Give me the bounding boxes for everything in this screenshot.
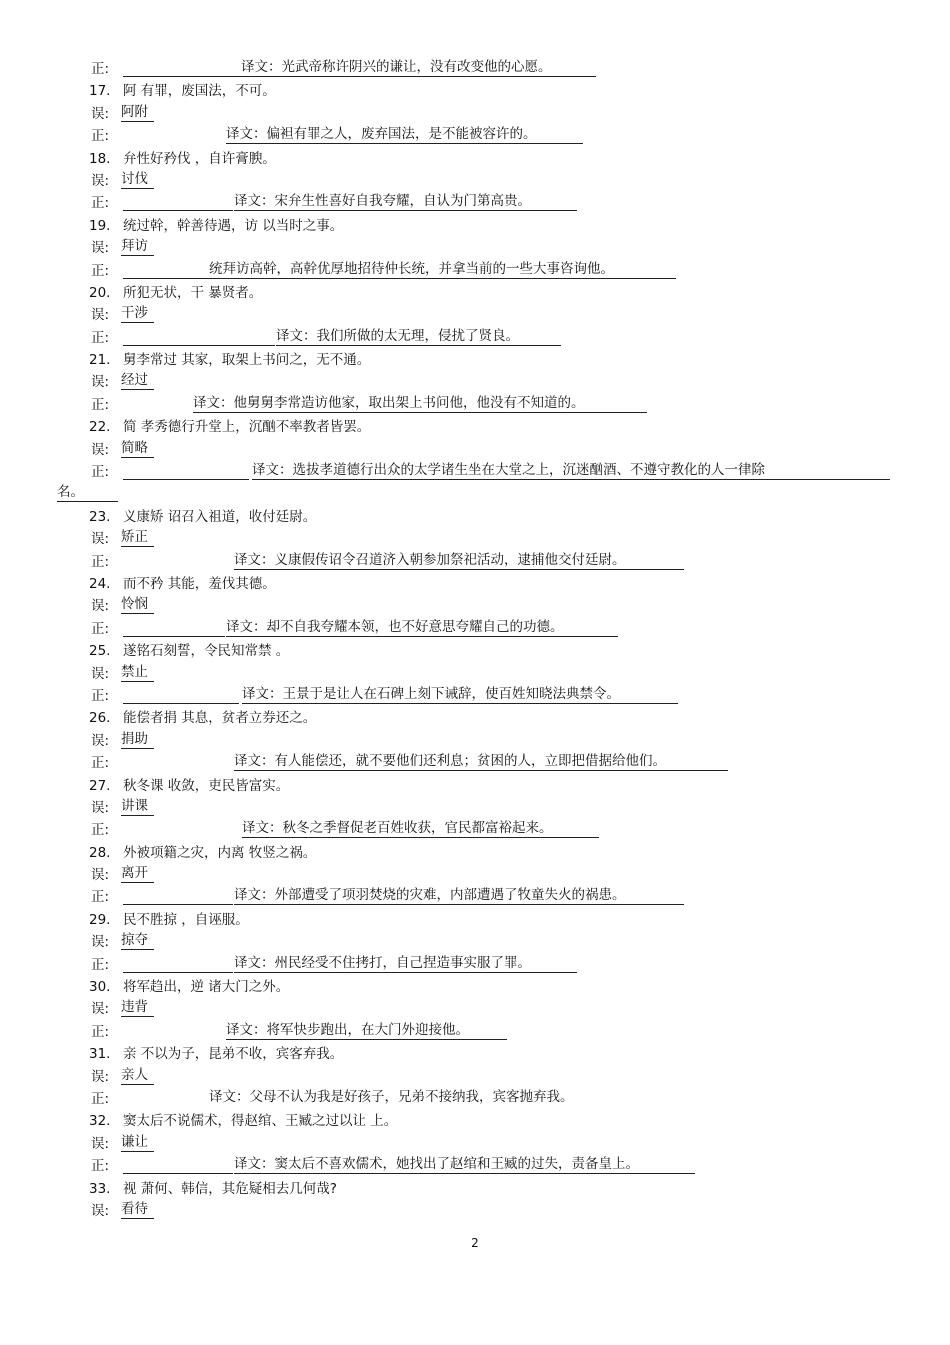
question-sentence: 亲 不以为子，昆弟不收，宾客弃我。 xyxy=(123,1046,344,1063)
correct-label: 正: xyxy=(91,1158,110,1175)
translation-text: 译文：偏袒有罪之人，废弃国法，是不能被容许的。 xyxy=(226,125,583,144)
translation-continuation: 名。 xyxy=(57,483,118,502)
question-line xyxy=(0,148,950,170)
question-sentence: 舅李常过 其家，取架上书问之，无不通。 xyxy=(123,352,371,369)
translation-text: 译文：义康假传诏令召道济入朝参加祭祀活动，逮捕他交付廷尉。 xyxy=(234,551,684,570)
wrong-label: 误: xyxy=(91,732,110,749)
wrong-label: 误: xyxy=(91,1135,110,1152)
wrong-answer: 看待 xyxy=(121,1200,154,1219)
question-sentence: 简 孝秀德行升堂上，沉酗不率教者皆罢。 xyxy=(123,419,371,436)
answer-line xyxy=(0,819,950,841)
wrong-answer: 阿附 xyxy=(121,103,154,122)
question-sentence: 阿 有罪，废国法，不可。 xyxy=(123,83,276,100)
wrong-answer: 怜悯 xyxy=(121,595,154,614)
question-number: 32. xyxy=(89,1113,111,1130)
answer-line xyxy=(0,125,950,147)
question-sentence: 义康矫 诏召入祖道，收付廷尉。 xyxy=(123,508,317,525)
wrong-line xyxy=(0,103,950,125)
correct-label: 正: xyxy=(91,464,110,481)
question-line xyxy=(0,842,950,864)
question-sentence: 所犯无状，干 暴贤者。 xyxy=(123,284,263,301)
wrong-line xyxy=(0,439,950,461)
question-sentence: 外被项籍之灾，内离 牧竖之祸。 xyxy=(123,844,317,861)
wrong-label: 误: xyxy=(91,934,110,951)
question-number: 23. xyxy=(89,508,111,525)
translation-text: 译文：将军快步跑出，在大门外迎接他。 xyxy=(226,1021,507,1040)
wrong-line xyxy=(0,595,950,617)
answer-line xyxy=(0,1155,950,1177)
wrong-answer: 亲人 xyxy=(121,1066,154,1085)
answer-line xyxy=(0,618,950,640)
question-sentence: 秋冬课 收敛，吏民皆富实。 xyxy=(123,777,290,794)
wrong-line xyxy=(0,528,950,550)
question-number: 20. xyxy=(89,284,111,301)
answer-blank xyxy=(123,636,225,637)
question-line xyxy=(0,775,950,797)
wrong-answer: 讲课 xyxy=(121,797,154,816)
answer-blank xyxy=(123,479,249,480)
question-line xyxy=(0,1043,950,1065)
wrong-label: 误: xyxy=(91,105,110,122)
question-number: 33. xyxy=(89,1180,111,1197)
wrong-label: 误: xyxy=(91,1068,110,1085)
wrong-label: 误: xyxy=(91,1001,110,1018)
answer-line xyxy=(0,685,950,707)
wrong-line xyxy=(0,931,950,953)
wrong-line xyxy=(0,797,950,819)
question-line xyxy=(0,976,950,998)
wrong-label: 误: xyxy=(91,598,110,615)
question-number: 30. xyxy=(89,979,111,996)
answer-line xyxy=(0,954,950,976)
translation-text: 统拜访高幹，高幹优厚地招待仲长统，并拿当前的一些大事咨询他。 xyxy=(123,260,676,279)
wrong-answer: 离开 xyxy=(121,864,154,883)
question-line xyxy=(0,349,950,371)
wrong-line xyxy=(0,304,950,326)
wrong-line xyxy=(0,237,950,259)
correct-label: 正: xyxy=(91,553,110,570)
translation-text: 译文：选拔孝道德行出众的太学诸生坐在大堂之上，沉迷酗酒、不遵守教化的人一律除 xyxy=(252,461,890,480)
question-line xyxy=(0,416,950,438)
wrong-line xyxy=(0,170,950,192)
question-line xyxy=(0,282,950,304)
wrong-line xyxy=(0,864,950,886)
translation-text: 译文：他舅舅李常造访他家，取出架上书问他，他没有不知道的。 xyxy=(193,394,647,413)
question-number: 28. xyxy=(89,844,111,861)
answer-line xyxy=(0,58,950,80)
question-line xyxy=(0,506,950,528)
answer-blank xyxy=(123,904,233,905)
question-number: 29. xyxy=(89,911,111,928)
wrong-label: 误: xyxy=(91,531,110,548)
wrong-label: 误: xyxy=(91,307,110,324)
document-page xyxy=(0,58,950,1222)
wrong-line xyxy=(0,371,950,393)
question-line xyxy=(0,640,950,662)
translation-text: 译文：州民经受不住拷打，自己捏造事实服了罪。 xyxy=(234,954,577,973)
question-number: 21. xyxy=(89,352,111,369)
translation-text: 译文：王景于是让人在石碑上刻下诫辞，使百姓知晓法典禁令。 xyxy=(242,685,678,704)
correct-label: 正: xyxy=(91,822,110,839)
question-line xyxy=(0,1178,950,1200)
correct-label: 正: xyxy=(91,956,110,973)
wrong-answer: 讨伐 xyxy=(121,170,154,189)
question-sentence: 民不胜掠 ，自诬服。 xyxy=(123,911,249,928)
question-number: 25. xyxy=(89,643,111,660)
answer-line xyxy=(0,327,950,349)
translation-text: 译文：有人能偿还，就不要他们还利息；贫困的人，立即把借据给他们。 xyxy=(234,752,728,771)
correct-label: 正: xyxy=(91,329,110,346)
correct-label: 正: xyxy=(91,687,110,704)
wrong-line xyxy=(0,1133,950,1155)
answer-line xyxy=(0,1021,950,1043)
wrong-label: 误: xyxy=(91,867,110,884)
wrong-line xyxy=(0,730,950,752)
question-sentence: 视 萧何、韩信，其危疑相去几何哉? xyxy=(123,1180,337,1197)
wrong-label: 误: xyxy=(91,799,110,816)
translation-text: 译文：父母不认为我是好孩子，兄弟不接纳我，宾客抛弃我。 xyxy=(209,1088,574,1105)
translation-text: 译文：宋弁生性喜好自我夸耀，自认为门第高贵。 xyxy=(234,192,577,211)
wrong-answer: 违背 xyxy=(121,998,154,1017)
wrong-line xyxy=(0,1200,950,1222)
question-number: 22. xyxy=(89,419,111,436)
wrong-answer: 矫正 xyxy=(121,528,154,547)
wrong-answer: 掠夺 xyxy=(121,931,154,950)
answer-line xyxy=(0,461,950,483)
question-number: 31. xyxy=(89,1046,111,1063)
translation-text: 译文：秋冬之季督促老百姓收获，官民都富裕起来。 xyxy=(242,819,599,838)
question-sentence: 将军趋出，逆 诸大门之外。 xyxy=(123,979,290,996)
question-number: 24. xyxy=(89,575,111,592)
question-line xyxy=(0,707,950,729)
wrong-label: 误: xyxy=(91,665,110,682)
question-sentence: 遂铭石刻誓，令民知常禁 。 xyxy=(123,643,290,660)
answer-line xyxy=(0,394,950,416)
translation-text: 译文：外部遭受了项羽焚烧的灾难，内部遭遇了牧童失火的祸患。 xyxy=(234,886,684,905)
translation-text: 译文：光武帝称许阴兴的谦让，没有改变他的心愿。 xyxy=(241,58,596,77)
correct-label: 正: xyxy=(91,620,110,637)
question-line xyxy=(0,573,950,595)
question-line xyxy=(0,215,950,237)
correct-label: 正: xyxy=(91,128,110,145)
correct-label: 正: xyxy=(91,61,110,77)
translation-text: 译文：却不自我夸耀本领，也不好意思夸耀自己的功德。 xyxy=(226,618,618,637)
question-sentence: 统过幹，幹善待遇，访 以当时之事。 xyxy=(123,217,344,234)
wrong-answer: 干涉 xyxy=(121,304,154,323)
wrong-label: 误: xyxy=(91,374,110,391)
answer-line xyxy=(0,1088,950,1110)
wrong-line xyxy=(0,663,950,685)
wrong-answer: 捐助 xyxy=(121,730,154,749)
question-number: 18. xyxy=(89,150,111,167)
answer-blank xyxy=(123,972,233,973)
answer-line xyxy=(0,752,950,774)
question-line xyxy=(0,80,950,102)
question-sentence: 能偿者捐 其息，贫者立券还之。 xyxy=(123,710,317,727)
correct-label: 正: xyxy=(91,262,110,279)
wrong-answer: 禁止 xyxy=(121,663,154,682)
question-sentence: 而不矜 其能，羞伐其德。 xyxy=(123,575,276,592)
correct-label: 正: xyxy=(91,889,110,906)
correct-label: 正: xyxy=(91,396,110,413)
question-number: 27. xyxy=(89,777,111,794)
question-number: 26. xyxy=(89,710,111,727)
question-sentence: 窦太后不说儒术，得赵绾、王臧之过以让 上。 xyxy=(123,1113,398,1130)
question-sentence: 弁性好矜伐 ，自许膏腴。 xyxy=(123,150,276,167)
wrong-label: 误: xyxy=(91,172,110,189)
answer-line xyxy=(0,192,950,214)
answer-line xyxy=(0,551,950,573)
question-line xyxy=(0,1110,950,1132)
question-number: 19. xyxy=(89,217,111,234)
wrong-line xyxy=(0,998,950,1020)
translation-text: 译文：窦太后不喜欢儒术，她找出了赵绾和王臧的过失，责备皇上。 xyxy=(234,1155,695,1174)
wrong-answer: 经过 xyxy=(121,371,154,390)
page-number: 2 xyxy=(471,1236,479,1250)
wrong-label: 误: xyxy=(91,240,110,257)
correct-label: 正: xyxy=(91,755,110,772)
translation-text: 译文：我们所做的太无理，侵扰了贤良。 xyxy=(276,327,561,346)
wrong-label: 误: xyxy=(91,441,110,458)
correct-label: 正: xyxy=(91,1090,110,1107)
wrong-line xyxy=(0,1066,950,1088)
wrong-answer: 谦让 xyxy=(121,1133,154,1152)
wrong-answer: 拜访 xyxy=(121,237,154,256)
continuation-line xyxy=(0,483,950,505)
wrong-label: 误: xyxy=(91,1202,110,1219)
correct-label: 正: xyxy=(91,195,110,212)
answer-blank xyxy=(123,1173,233,1174)
answer-blank xyxy=(123,345,275,346)
question-line xyxy=(0,909,950,931)
answer-blank xyxy=(123,210,233,211)
answer-blank xyxy=(123,76,241,77)
answer-line xyxy=(0,886,950,908)
answer-line xyxy=(0,260,950,282)
question-number: 17. xyxy=(89,83,111,100)
correct-label: 正: xyxy=(91,1023,110,1040)
wrong-answer: 简略 xyxy=(121,439,154,458)
answer-blank xyxy=(123,703,239,704)
